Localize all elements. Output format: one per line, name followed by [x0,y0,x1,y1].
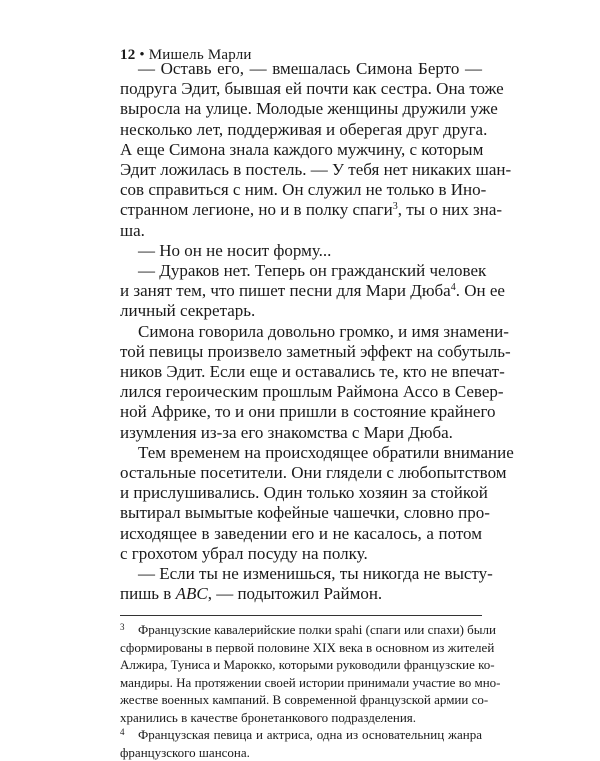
text-line: — Но он не носит форму... [138,240,332,260]
footnote-line: хранились в качестве бронетанкового подразделения. [120,709,417,725]
abc-title: ABC [175,584,208,604]
footnote-line: Французская певица и актриса, одна из основательниц жанра [138,727,482,743]
footnote-number: 4 [120,727,125,738]
footnote-line: жестве военных кампаний. В современной французской армии со- [120,692,489,708]
text-line: Тем временем на происходящее обратили внимание [138,442,514,462]
text-line: выросла на улице. Молодые женщины дружили уже [120,99,498,119]
footnote-line: сформированы в первой половине XIX века в основном из жителей [120,639,495,655]
text-line: той певицы произвело заметный эффект на собутыль- [120,341,511,361]
header-author: Мишель Марли [148,47,252,63]
text-line: исходящее в заведении его и не касалось, а потом [120,523,482,543]
footnote-line: мандиры. На протяжении своей истории принимали участие во мно- [120,674,501,690]
text-fragment: пишь в [120,584,176,604]
text-line: и прислушивались. Один только хозяин за стойкой [120,483,488,503]
text-line: ников Эдит. Если еще и оставались те, кто не впечат- [120,362,505,381]
footnote-line: Алжира, Туниса и Марокко, которыми руководили французские ко- [120,657,495,673]
text-line: ной Африке, то и они пришли в состояние крайнего [120,402,496,422]
text-line: подруга Эдит, бывшая ей почти как сестра. Она тоже [120,79,504,99]
header-separator: • [139,47,145,63]
text-line: — Дураков нет. Теперь он гражданский человек [138,261,487,280]
footnote-line: Французские кавалерийские полки spahi (спаги или спахи) были [138,622,496,638]
text-line: Симона говорила довольно громко, и имя знамени- [138,321,509,341]
footnote-number: 3 [120,622,125,633]
footnote-rule [120,615,482,616]
text-line [120,199,503,221]
text-fragment: и занят тем, что пишет песни для Мари Дюба [120,281,451,301]
text-line: с грохотом убрал посуду на полку. [120,543,368,563]
text-line: Эдит ложилась в постель. — У тебя нет никаких шан- [120,160,512,179]
text-line: — Если ты не изменишься, ты никогда не высту- [138,564,493,583]
text-line: остальные посетители. Они глядели с любопытством [120,463,507,482]
text-fragment: , ты о них зна- [397,200,503,220]
text-fragment: странном легионе, но и в полку спаги [120,200,393,220]
page-number: 12 [120,47,136,63]
text-line [120,280,505,302]
footnote-ref: 4 [450,282,456,294]
text-line: А еще Симона знала каждого мужчину, с которым [120,139,484,159]
footnote-ref: 3 [392,201,398,213]
text-line: личный секретарь. [120,301,256,321]
text-line: изумления из-за его знакомства с Мари Дюба. [120,422,453,442]
text-fragment: , — подытожил Раймон. [207,584,383,604]
text-line: вытирал вымытые кофейные чашечки, словно про- [120,503,490,523]
text-line: — Оставь его, — вмешалась Симона Берто — [138,59,482,78]
text-line: сов справиться с ним. Он служил не только в Ино- [120,180,487,200]
text-line [120,583,482,605]
text-line: ша. [120,220,145,240]
text-line: несколько лет, поддерживая и оберегая друг друга. [120,119,488,139]
text-fragment: . Он ее [455,281,505,301]
text-line: лился героическим прошлым Раймона Ассо в Север- [120,382,504,402]
footnote-line: французского шансона. [120,744,250,760]
